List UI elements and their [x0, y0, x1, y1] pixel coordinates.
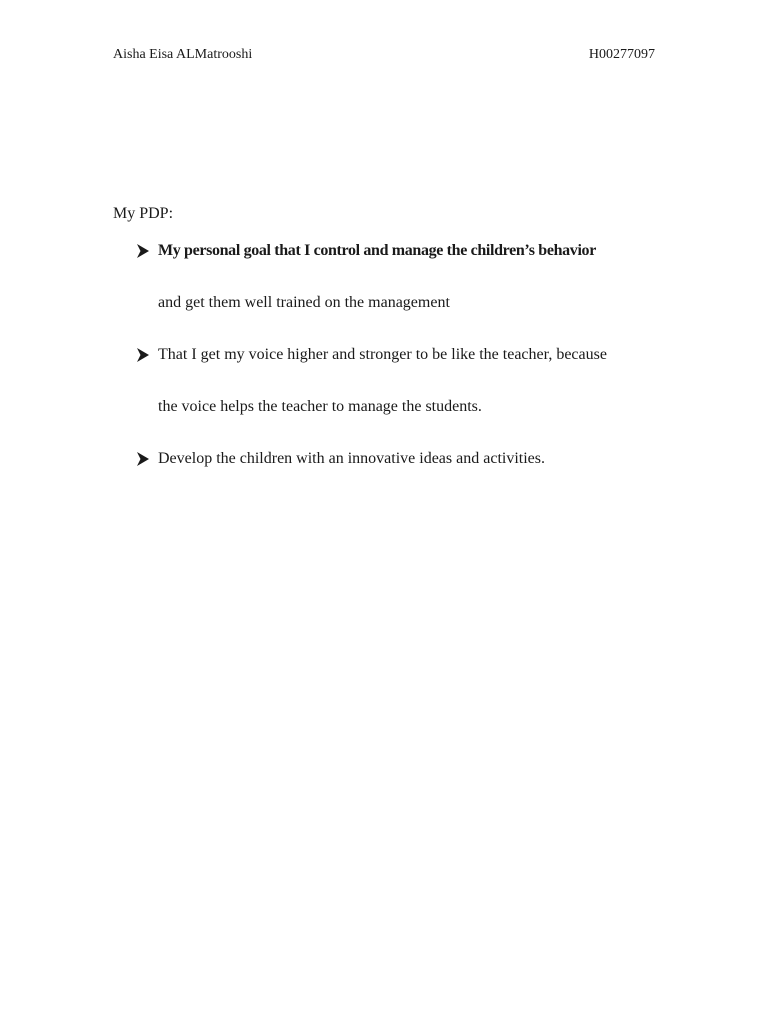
- goal-2-continuation: the voice helps the teacher to manage the students.: [158, 398, 482, 415]
- goal-1-text: My personal goal that I control and manage the children’s behavior: [158, 242, 596, 259]
- section-title: My PDP:: [113, 205, 174, 222]
- goal-item-2: [137, 345, 607, 365]
- arrowhead-bullet-icon: [137, 244, 149, 258]
- header-student-id: H00277097: [588, 47, 655, 62]
- goal-1-continuation: and get them well trained on the management: [158, 294, 450, 311]
- goal-3-text: Develop the children with an innovative ideas and activities.: [158, 450, 545, 467]
- arrowhead-bullet-icon: [137, 348, 149, 362]
- arrowhead-bullet-icon: [137, 452, 149, 466]
- header-author: Aisha Eisa ALMatrooshi: [113, 47, 253, 62]
- goal-item-3: [137, 449, 545, 469]
- goal-2-text: That I get my voice higher and stronger to be like the teacher, because: [158, 346, 607, 363]
- goal-item-1: [137, 241, 596, 261]
